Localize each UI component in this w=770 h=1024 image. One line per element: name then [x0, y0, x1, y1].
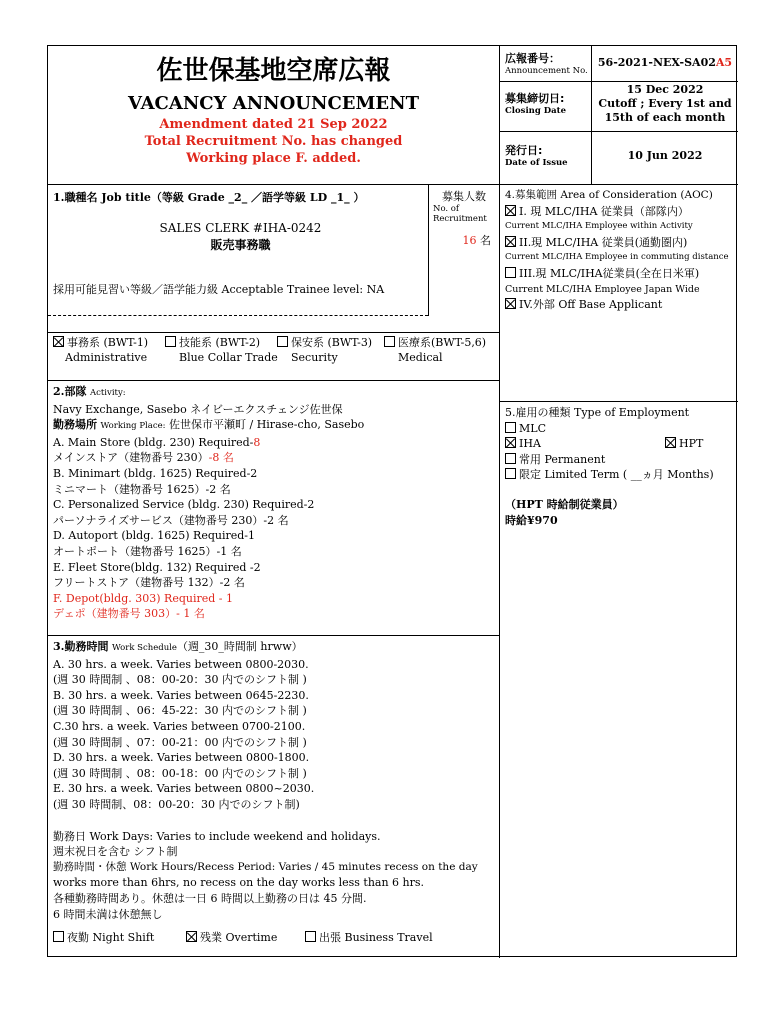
work-days: 勤務日 Work Days: Varies to include weekend and holidays. [53, 829, 381, 843]
bwt-security-en: Security [291, 351, 338, 364]
closing-note-1: Cutoff ; Every 1st and [598, 97, 732, 110]
business-travel[interactable] [305, 930, 433, 946]
schedule-d-en: D. 30 hrs. a week. Varies between 0800-1800. [53, 751, 310, 765]
employment-permanent-label: 常用 Permanent [519, 452, 606, 466]
schedule-b-jp: (週 30 時間制 、06：45-22：30 内でのシフト制 ) [53, 704, 307, 718]
business-travel-checkbox[interactable] [305, 931, 316, 942]
workplace-label: 勤務場所 [53, 418, 97, 432]
bwt-security-checkbox[interactable] [277, 336, 288, 347]
aoc-option-1-label: I. 現 MLC/IHA 従業員（部隊内） [519, 204, 689, 218]
closing-date-cell [591, 82, 738, 132]
activity-title-en: Activity: [89, 388, 126, 398]
night-shift-checkbox[interactable] [53, 931, 64, 942]
aoc-checkbox-1[interactable] [505, 205, 516, 216]
workplace-line [53, 417, 499, 435]
recruitment-unit: 名 [480, 234, 491, 247]
activity-title [53, 384, 499, 402]
bwt-medical-label: 医療系(BWT-5,6) [398, 336, 487, 349]
employment-hpt[interactable] [665, 436, 703, 452]
schedule-c-en: C.30 hrs. a week. Varies between 0700-2100. [53, 719, 306, 733]
night-shift[interactable] [53, 931, 154, 944]
employment-iha-checkbox[interactable] [505, 437, 516, 448]
bwt-medical-checkbox[interactable] [384, 336, 395, 347]
bwt-blue[interactable] [165, 335, 278, 365]
activity-org: Navy Exchange, Sasebo ネイビーエクスチェンジ佐世保 [53, 402, 343, 416]
aoc-checkbox-2[interactable] [505, 236, 516, 247]
employment-title: 5.雇用の種類 Type of Employment [505, 406, 690, 419]
announcement-label-cell [499, 46, 591, 82]
issue-date: 10 Jun 2022 [627, 149, 703, 162]
employment-limited[interactable] [505, 467, 738, 483]
employment-permanent-checkbox[interactable] [505, 453, 516, 464]
schedule-d-jp: (週 30 時間制 、08：00-18：00 内でのシフト制 ) [53, 766, 307, 780]
bwt-admin-en: Administrative [65, 351, 148, 364]
employment-section [499, 401, 738, 958]
change-note-2: Working place F. added. [186, 151, 361, 166]
place-a-jp [53, 450, 499, 466]
schedule-a-en: A. 30 hrs. a week. Varies between 0800-2030. [53, 657, 309, 671]
place-b-jp: ミニマート（建物番号 1625）-2 名 [53, 482, 231, 496]
overtime[interactable] [186, 930, 277, 946]
bwt-security-label: 保安系 (BWT-3) [291, 336, 373, 349]
closing-date: 15 Dec 2022 [626, 83, 704, 96]
work-hours-jp: 各種勤務時間あり。休憩は一日 6 時間以上勤務の日は 45 分間. [53, 891, 367, 905]
overtime-label: 残業 Overtime [200, 931, 278, 945]
employment-limited-label: 限定 Limited Term ( __ヵ月 Months) [519, 468, 714, 482]
aoc-option-1-sub: Current MLC/IHA Employee within Activity [505, 221, 693, 232]
bwt-blue-checkbox[interactable] [165, 336, 176, 347]
aoc-option-4[interactable] [505, 297, 738, 313]
employment-hpt-checkbox[interactable] [665, 437, 676, 448]
job-title-section [48, 184, 428, 316]
employment-mlc[interactable] [505, 421, 738, 437]
place-d-en: D. Autoport (bldg. 1625) Required-1 [53, 529, 256, 543]
place-f-jp: デェポ（建物番号 303）- 1 名 [53, 607, 205, 621]
bwt-blue-en: Blue Collar Trade [179, 351, 278, 364]
announcement-suffix: A5 [715, 56, 733, 69]
recruitment-label-en-2: Recruitment [433, 214, 487, 224]
hourly-wage: 時給¥970 [505, 513, 558, 527]
aoc-option-3[interactable] [505, 266, 738, 282]
issue-label-cell [499, 132, 591, 184]
bwt-admin-label: 事務系 (BWT-1) [67, 336, 149, 349]
schedule-e-jp: (週 30 時間制、08：00-20：30 内でのシフト制) [53, 797, 300, 811]
work-hours: 勤務時間・休憩 Work Hours/Recess Period: Varies / 45 minutes recess on the day [53, 860, 478, 873]
recruitment-count: 16 [462, 234, 477, 247]
employment-iha[interactable] [505, 436, 738, 452]
schedule-title-jp: 3.勤務時間 [53, 640, 109, 653]
closing-note-2: 15th of each month [604, 111, 726, 124]
aoc-checkbox-3[interactable] [505, 267, 516, 278]
bwt-blue-label: 技能系 (BWT-2) [179, 336, 261, 349]
employment-iha-label: IHA [519, 437, 541, 451]
place-b-en: B. Minimart (bldg. 1625) Required-2 [53, 466, 258, 480]
place-c-jp: パーソナライズサービス（建物番号 230）-2 名 [53, 513, 289, 527]
schedule-section [48, 635, 499, 958]
aoc-option-2-label: II.現 MLC/IHA 従業員(通勤圏内) [519, 235, 688, 249]
employment-permanent[interactable] [505, 452, 738, 468]
issue-label-en: Date of Issue [505, 158, 568, 168]
work-hours-jp-2: 6 時間未満は休憩無し [53, 907, 163, 921]
place-e-en: E. Fleet Store(bldg. 132) Required -2 [53, 560, 261, 574]
place-c-en: C. Personalized Service (bldg. 230) Required-2 [53, 498, 315, 512]
job-name-en: SALES CLERK #IHA-0242 [159, 220, 322, 235]
aoc-option-2-sub: Current MLC/IHA Employee in commuting distance [505, 252, 729, 263]
bwt-admin-checkbox[interactable] [53, 336, 64, 347]
schedule-title [53, 639, 499, 657]
aoc-option-3-label: III.現 MLC/IHA従業員(全在日米軍) [519, 266, 700, 280]
place-a-en [53, 435, 499, 451]
aoc-checkbox-4[interactable] [505, 298, 516, 309]
recruitment-label-jp: 募集人数 [442, 190, 486, 203]
aoc-option-3-sub: Current MLC/IHA Employee Japan Wide [505, 283, 700, 295]
schedule-e-en: E. 30 hrs. a week. Varies between 0800~2030. [53, 782, 315, 796]
overtime-checkbox[interactable] [186, 931, 197, 942]
amendment: Amendment dated 21 Sep 2022 [159, 117, 388, 132]
schedule-title-en: Work Schedule [111, 643, 177, 653]
title-block [48, 46, 499, 184]
place-a-en-text: A. Main Store (bldg. 230) Required- [53, 435, 254, 449]
work-days-jp: 週末祝日を含む シフト制 [53, 845, 178, 859]
job-name-block [53, 220, 428, 254]
hpt-wage-title: （HPT 時給制従業員） [505, 497, 624, 511]
place-a-jp-text: メインストア（建物番号 230） [53, 451, 209, 465]
aoc-option-2[interactable] [505, 235, 738, 251]
announcement-label-jp: 広報番号： [505, 52, 560, 65]
bwt-medical[interactable] [384, 335, 486, 365]
recruitment-label-en-1: No. of [433, 204, 460, 214]
announcement-label-en: Announcement No. [505, 66, 588, 76]
employment-mlc-label: MLC [519, 421, 546, 435]
activity-title-jp: 2.部隊 [53, 385, 87, 398]
change-note-1: Total Recruitment No. has changed [144, 134, 403, 149]
employment-mlc-checkbox[interactable] [505, 422, 516, 433]
closing-label-cell [499, 82, 591, 132]
schedule-a-jp: (週 30 時間制 、08：00-20：30 内でのシフト制 ) [53, 673, 307, 687]
employment-hpt-label: HPT [679, 437, 704, 451]
workplace-value: 佐世保市平瀬町 / Hirase-cho, Sasebo [169, 418, 365, 432]
schedule-hours: （週_30_時間制 hrww） [176, 640, 303, 653]
closing-label-en: Closing Date [505, 106, 566, 116]
title-en: VACANCY ANNOUNCEMENT [128, 93, 419, 114]
bwt-admin[interactable] [53, 335, 148, 365]
bwt-section [48, 332, 499, 380]
job-title-line: 1.職種名 Job title（等級 Grade _2_ ／語学等級 LD _1_ ） [53, 191, 365, 204]
aoc-title: 4.募集範囲 Area of Consideration (AOC) [505, 189, 713, 201]
aoc-section [499, 184, 738, 401]
job-name-jp: 販売事務職 [210, 237, 271, 252]
issue-date-cell [591, 132, 738, 184]
workplace-label-en: Working Place: [100, 421, 166, 432]
aoc-option-4-label: IV.外部 Off Base Applicant [519, 298, 663, 312]
place-f-en: F. Depot(bldg. 303) Required - 1 [53, 591, 233, 605]
place-e-jp: フリートストア（建物番号 132）-2 名 [53, 576, 245, 590]
shift-options [53, 930, 499, 946]
recruitment-count-row [433, 232, 499, 248]
aoc-option-1[interactable] [505, 204, 738, 220]
business-travel-label: 出張 Business Travel [319, 931, 433, 945]
announcement-number: 56-2021-NEX-SA02 [597, 56, 716, 69]
activity-section [48, 380, 499, 635]
work-hours-2: works more than 6hrs, no recess on the day works less than 6 hrs. [53, 876, 425, 890]
trainee-level: 採用可能見習い等級／語学能力級 Acceptable Trainee level: NA [53, 282, 385, 296]
vacancy-form [47, 45, 737, 957]
place-a-count: 8 [253, 435, 261, 449]
bwt-medical-en: Medical [398, 351, 443, 364]
title-jp: 佐世保基地空席広報 [156, 56, 391, 86]
closing-label-jp: 募集締切日: [505, 92, 565, 105]
schedule-c-jp: (週 30 時間制 、07：00-21：00 内でのシフト制 ) [53, 735, 307, 749]
schedule-b-en: B. 30 hrs. a week. Varies between 0645-2230. [53, 688, 309, 702]
bwt-security[interactable] [277, 335, 372, 365]
place-d-jp: オートポート（建物番号 1625）-1 名 [53, 544, 242, 558]
announcement-number-cell [591, 46, 738, 82]
issue-label-jp: 発行日: [505, 144, 543, 157]
night-shift-label: 夜勤 Night Shift [67, 931, 155, 945]
employment-limited-checkbox[interactable] [505, 468, 516, 479]
recruitment-cell [428, 184, 499, 316]
place-a-count-jp: -8 名 [208, 451, 234, 465]
